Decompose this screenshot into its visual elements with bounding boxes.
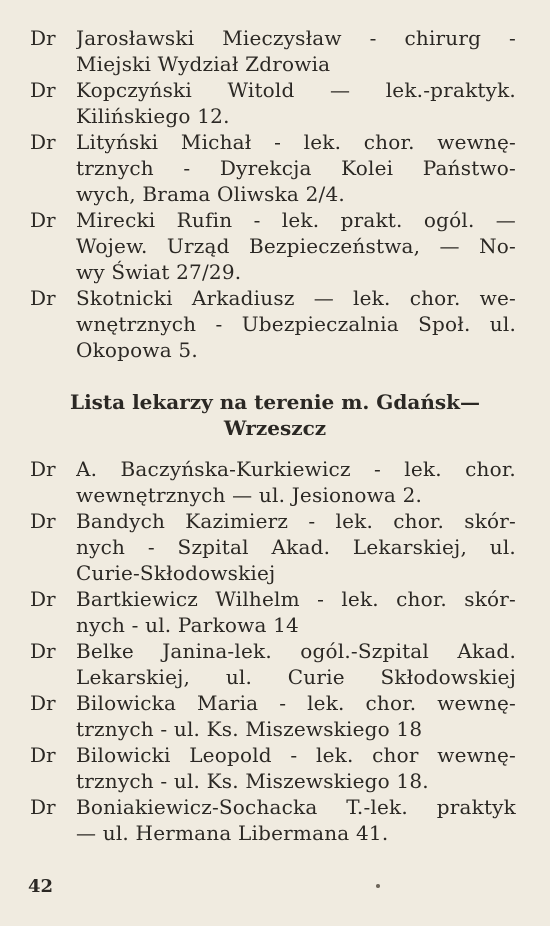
entry-line: nych - Szpital Akad. Lekarskiej, ul. — [76, 535, 516, 559]
entry-prefix: Dr — [30, 509, 56, 533]
entry-line: trznych - Dyrekcja Kolei Państwo- — [76, 156, 516, 180]
entry-line: wy Świat 27/29. — [76, 260, 242, 284]
entry-line: Skotnicki Arkadiusz — lek. chor. we- — [76, 286, 516, 310]
entry-line: wych, Brama Oliwska 2/4. — [76, 182, 345, 206]
entry-prefix: Dr — [30, 26, 56, 50]
entry-prefix: Dr — [30, 457, 56, 481]
entry-line: Bilowicka Maria - lek. chor. wewnę- — [76, 691, 516, 715]
entry-line: Wojew. Urząd Bezpieczeństwa, — No- — [76, 234, 516, 258]
entry-line: trznych - ul. Ks. Miszewskiego 18. — [76, 769, 429, 793]
entry-line: Bandych Kazimierz - lek. chor. skór- — [76, 509, 516, 533]
entry-line: Miejski Wydział Zdrowia — [76, 52, 331, 76]
entry-line: — ul. Hermana Libermana 41. — [76, 821, 389, 845]
entry-line: Bilowicki Leopold - lek. chor wewnę- — [76, 743, 516, 767]
entry-line: Belke Janina-lek. ogól.-Szpital Akad. — [76, 639, 516, 663]
entry-line: Curie-Skłodowskiej — [76, 561, 276, 585]
entry-line: Mirecki Rufin - lek. prakt. ogól. — — [76, 208, 516, 232]
entry-line: wnętrznych - Ubezpieczalnia Społ. ul. — [76, 312, 516, 336]
entry-line: Boniakiewicz-Sochacka T.-lek. praktyk — [76, 795, 516, 819]
entry-line: trznych - ul. Ks. Miszewskiego 18 — [76, 717, 423, 741]
entry-line: Lityński Michał - lek. chor. wewnę- — [76, 130, 516, 154]
page-number: 42 — [28, 876, 54, 897]
entry-line: Kilińskiego 12. — [76, 104, 230, 128]
entry-prefix: Dr — [30, 286, 56, 310]
section-heading-continuation: Wrzeszcz — [223, 416, 327, 440]
entry-prefix: Dr — [30, 587, 56, 611]
entry-line: nych - ul. Parkowa 14 — [76, 613, 299, 637]
ink-speck — [376, 884, 380, 888]
entry-prefix: Dr — [30, 691, 56, 715]
entry-line: Jarosławski Mieczysław - chirurg - — [76, 26, 516, 50]
entry-prefix: Dr — [30, 795, 56, 819]
entry-prefix: Dr — [30, 208, 56, 232]
entry-prefix: Dr — [30, 130, 56, 154]
section-heading: Lista lekarzy na terenie m. Gdańsk— — [70, 390, 480, 414]
entry-line: Okopowa 5. — [76, 338, 198, 362]
entry-prefix: Dr — [30, 743, 56, 767]
entry-line: A. Baczyńska-Kurkiewicz - lek. chor. — [76, 457, 516, 481]
entry-line: wewnętrznych — ul. Jesionowa 2. — [76, 483, 423, 507]
entry-prefix: Dr — [30, 78, 56, 102]
entry-line: Lekarskiej, ul. Curie Skłodowskiej — [76, 665, 516, 689]
entry-line: Bartkiewicz Wilhelm - lek. chor. skór- — [76, 587, 516, 611]
entry-line: Kopczyński Witold — lek.-praktyk. — [76, 78, 516, 102]
entry-prefix: Dr — [30, 639, 56, 663]
